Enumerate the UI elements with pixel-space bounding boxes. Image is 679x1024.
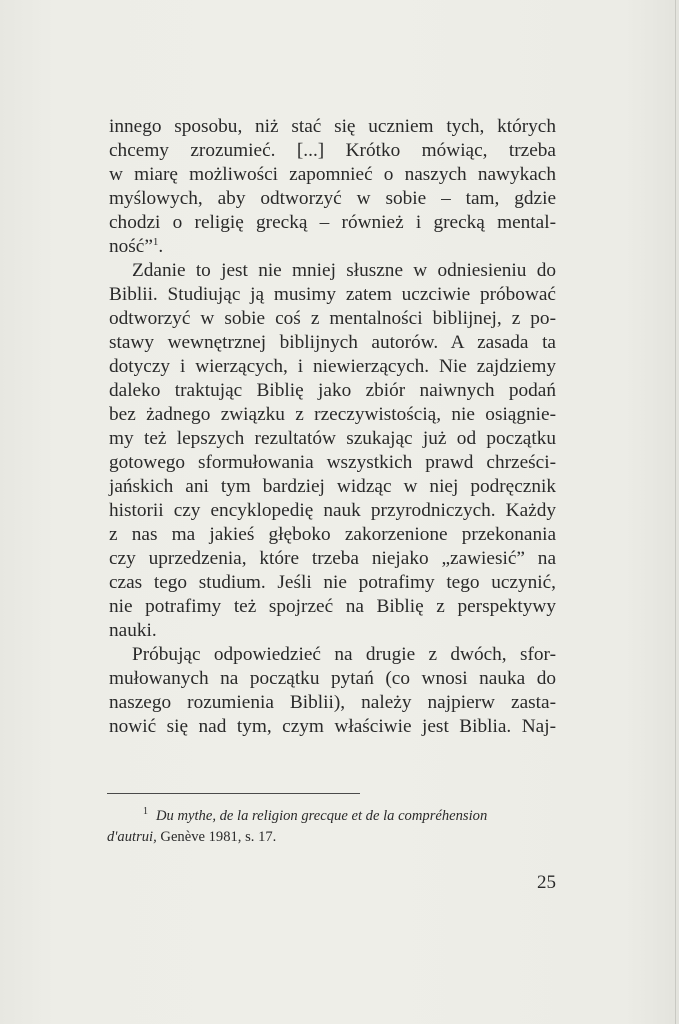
text-line bbox=[109, 595, 556, 619]
footnote-line-1 bbox=[107, 806, 556, 827]
text-line-content: innego sposobu, niż stać się uczniem tych, których bbox=[109, 116, 556, 137]
footnote-reference: 1 bbox=[152, 236, 159, 248]
text-line bbox=[109, 691, 556, 715]
footnote-marker: 1 bbox=[143, 806, 148, 817]
text-line bbox=[109, 475, 556, 499]
text-line-content: Próbując odpowiedzieć na drugie z dwóch, sfor- bbox=[132, 644, 556, 665]
text-line bbox=[109, 715, 556, 739]
text-line bbox=[109, 643, 556, 667]
text-line bbox=[109, 427, 556, 451]
text-line bbox=[109, 547, 556, 571]
text-line-content: gotowego sformułowania wszystkich prawd chrześci- bbox=[109, 452, 556, 473]
main-text bbox=[109, 115, 556, 739]
text-line bbox=[109, 211, 556, 235]
text-line bbox=[109, 523, 556, 547]
text-line bbox=[109, 379, 556, 403]
footnote bbox=[107, 806, 556, 848]
text-line-content: odtworzyć w sobie coś z mentalności biblijnej, z po- bbox=[109, 308, 556, 329]
text-line bbox=[109, 331, 556, 355]
text-line-content: jańskich ani tym bardziej widząc w niej podręcznik bbox=[109, 476, 556, 497]
text-line bbox=[109, 139, 556, 163]
footnote-italic-title: Du mythe, de la religion grecque et de la compréhension bbox=[156, 808, 488, 824]
footnote-line-2 bbox=[107, 827, 556, 848]
text-line-content: nie potrafimy też spojrzeć na Biblię z perspektywy bbox=[109, 596, 556, 617]
text-line bbox=[109, 163, 556, 187]
text-line-content: w miarę możliwości zapomnieć o naszych nawykach bbox=[109, 164, 556, 185]
text-line bbox=[109, 283, 556, 307]
text-line-content: mułowanych na początku pytań (co wnosi nauka do bbox=[109, 668, 556, 689]
text-line-content: z nas ma jakieś głęboko zakorzenione przekonania bbox=[109, 524, 556, 545]
page-number: 25 bbox=[537, 872, 556, 893]
text-line bbox=[109, 451, 556, 475]
text-line-content: chcemy zrozumieć. [...] Krótko mówiąc, trzeba bbox=[109, 140, 556, 161]
text-line bbox=[109, 571, 556, 595]
text-line-content: my też lepszych rezultatów szukając już od początku bbox=[109, 428, 556, 449]
text-line-tail: . bbox=[158, 236, 164, 257]
text-line bbox=[109, 235, 556, 259]
text-line-content: chodzi o religię grecką – również i grecką mental- bbox=[109, 212, 556, 233]
text-line bbox=[109, 355, 556, 379]
text-line bbox=[109, 667, 556, 691]
text-line bbox=[109, 307, 556, 331]
text-line-content: nauki. bbox=[109, 620, 157, 641]
text-line bbox=[109, 619, 556, 643]
text-line bbox=[109, 499, 556, 523]
page-edge bbox=[675, 0, 676, 1024]
text-line-content: daleko traktując Biblię jako zbiór naiwnych podań bbox=[109, 380, 556, 401]
text-line bbox=[109, 403, 556, 427]
footnote-separator bbox=[107, 793, 360, 794]
text-line-content: Zdanie to jest nie mniej słuszne w odniesieniu do bbox=[132, 260, 556, 281]
text-line-content: nowić się nad tym, czym właściwie jest Biblia. Naj- bbox=[109, 716, 556, 737]
text-line-content: historii czy encyklopedię nauk przyrodniczych. Każdy bbox=[109, 500, 556, 521]
text-line-content: czy uprzedzenia, które trzeba niejako „zawiesić” na bbox=[109, 548, 556, 569]
text-line-content: bez żadnego związku z rzeczywistością, nie osiągnie- bbox=[109, 404, 556, 425]
text-line-content: myślowych, aby odtworzyć w sobie – tam, gdzie bbox=[109, 188, 556, 209]
text-line-content: Biblii. Studiując ją musimy zatem uczciwie próbować bbox=[109, 284, 556, 305]
text-line-content: dotyczy i wierzących, i niewierzących. Nie zajdziemy bbox=[109, 356, 556, 377]
text-line bbox=[109, 259, 556, 283]
footnote-citation: Genève 1981, s. 17. bbox=[156, 829, 277, 845]
text-line-content: ność” bbox=[109, 236, 153, 257]
text-line bbox=[109, 187, 556, 211]
footnote-italic-title-cont: d'autrui, bbox=[107, 829, 157, 845]
text-line bbox=[109, 115, 556, 139]
text-line-content: stawy wewnętrznej biblijnych autorów. A zasada ta bbox=[109, 332, 556, 353]
text-line-content: czas tego studium. Jeśli nie potrafimy tego uczynić, bbox=[109, 572, 556, 593]
text-line-content: naszego rozumienia Biblii), należy najpierw zasta- bbox=[109, 692, 556, 713]
